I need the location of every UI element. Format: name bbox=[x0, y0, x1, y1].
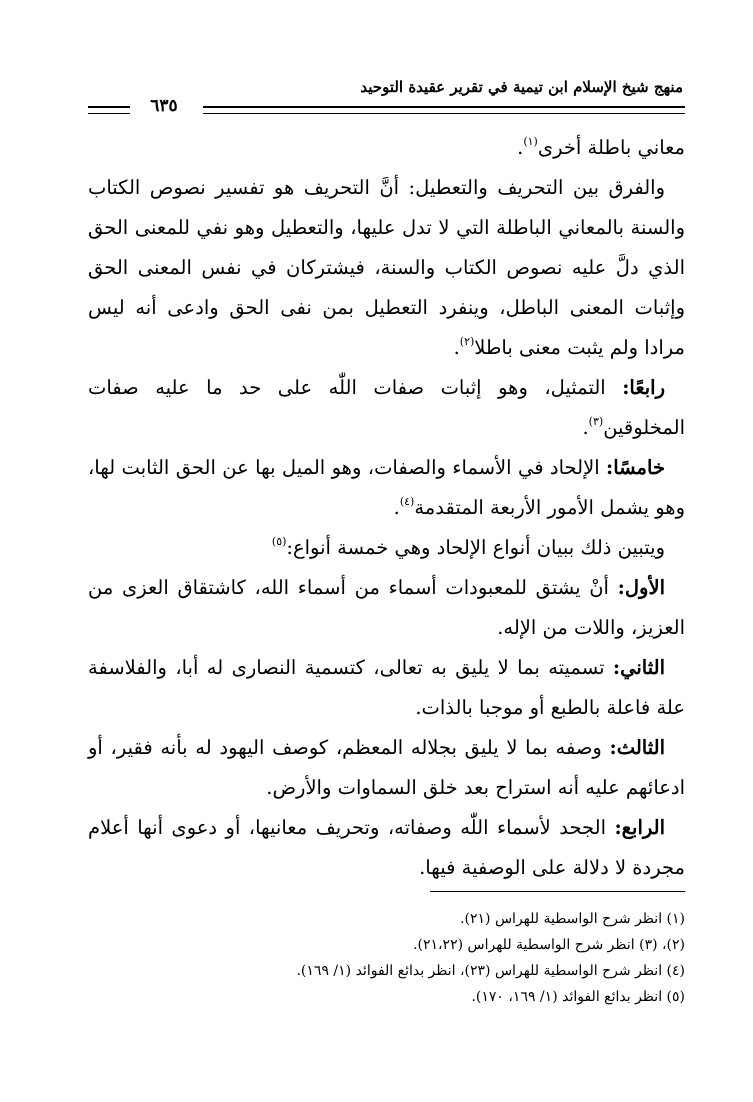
paragraph-text: الجحد لأسماء اللّٰه وصفاته، وتحريف معانيها، أو دعوى أنها أعلام مجردة لا دلالة على الوصفية فيها. bbox=[88, 816, 685, 879]
footnote-marker: (١) bbox=[523, 135, 538, 148]
paragraph-3 bbox=[88, 368, 685, 448]
footnote-3: (٤) انظر شرح الواسطية للهراس (٢٣)، انظر بدائع الفوائد (١/ ١٦٩). bbox=[296, 963, 685, 979]
paragraph-5 bbox=[88, 528, 685, 568]
paragraph-text: وصفه بما لا يليق بجلاله المعظم، كوصف اليهود له بأنه فقير، أو ادعائهم عليه أنه استراح بعد خلق السماوات والأرض. bbox=[88, 736, 685, 799]
running-title: منهج شيخ الإسلام ابن تيمية في تقرير عقيدة التوحيد bbox=[360, 78, 683, 96]
paragraph-end: . bbox=[393, 496, 400, 519]
paragraph-lead: خامسًا: bbox=[606, 456, 665, 479]
paragraph-text: تسميته بما لا يليق به تعالى، كتسمية النصارى له أبا، والفلاسفة علة فاعلة بالطبع أو موجبا بالذات. bbox=[88, 656, 685, 719]
header-rule-short bbox=[88, 106, 130, 114]
paragraph-6 bbox=[88, 568, 685, 648]
paragraph-text: أنْ يشتق للمعبودات أسماء من أسماء الله، كاشتقاق العزى من العزيز، واللات من الإله. bbox=[88, 576, 685, 639]
paragraph-lead: الأول: bbox=[617, 576, 665, 599]
paragraph-1 bbox=[88, 128, 685, 168]
footnote-marker: (٢) bbox=[459, 335, 475, 348]
paragraph-text: والفرق بين التحريف والتعطيل: أنَّ التحريف هو تفسير نصوص الكتاب والسنة بالمعاني الباطلة التي لا تدل عليها، والتعطيل وهو نفي للمعنى الحق الذي دلَّ عليه نصوص الكتاب والسنة، فيشتركان في نفس المعنى الحق وإثبات المعنى الباطل، وينفرد التعطيل بمن نفى الحق وادعى أنه ليس مرادا ولم يثبت معنى باطلا bbox=[88, 176, 685, 359]
footnotes bbox=[88, 906, 685, 1010]
paragraph-lead: الثاني: bbox=[612, 656, 665, 679]
paragraph-lead: رابعًا: bbox=[622, 376, 665, 399]
paragraph-text: الإلحاد في الأسماء والصفات، وهو الميل بها عن الحق الثابت لها، وهو يشمل الأمور الأربعة المتقدمة bbox=[88, 456, 685, 519]
main-text bbox=[88, 128, 685, 888]
paragraph-2 bbox=[88, 168, 685, 368]
paragraph-9 bbox=[88, 808, 685, 888]
footnote-2: (٢)، (٣) انظر شرح الواسطية للهراس (٢١،٢٢). bbox=[413, 937, 685, 953]
footnote-4: (٥) انظر بدائع الفوائد (١/ ١٦٩، ١٧٠). bbox=[471, 989, 685, 1005]
footnote-marker: (٤) bbox=[399, 495, 415, 508]
paragraph-text: التمثيل، وهو إثبات صفات اللّٰه على حد ما عليه صفات المخلوقين bbox=[88, 376, 685, 439]
paragraph-lead: الرابع: bbox=[614, 816, 665, 839]
paragraph-end: . bbox=[517, 136, 524, 159]
paragraph-end: . bbox=[453, 336, 460, 359]
header-rule bbox=[203, 106, 685, 114]
page-number: ٦٣٥ bbox=[150, 96, 178, 116]
paragraph-text: معاني باطلة أخرى bbox=[537, 136, 685, 159]
footnote-1: (١) انظر شرح الواسطية للهراس (٢١). bbox=[460, 911, 685, 927]
paragraph-end: . bbox=[582, 416, 589, 439]
footnote-separator bbox=[430, 891, 685, 892]
paragraph-7 bbox=[88, 648, 685, 728]
paragraph-lead: الثالث: bbox=[609, 736, 665, 759]
paragraph-4 bbox=[88, 448, 685, 528]
paragraph-8 bbox=[88, 728, 685, 808]
footnote-marker: (٣) bbox=[588, 415, 604, 428]
paragraph-text: ويتبين ذلك ببيان أنواع الإلحاد وهي خمسة أنواع: bbox=[286, 536, 665, 559]
footnote-marker: (٥) bbox=[271, 535, 287, 548]
